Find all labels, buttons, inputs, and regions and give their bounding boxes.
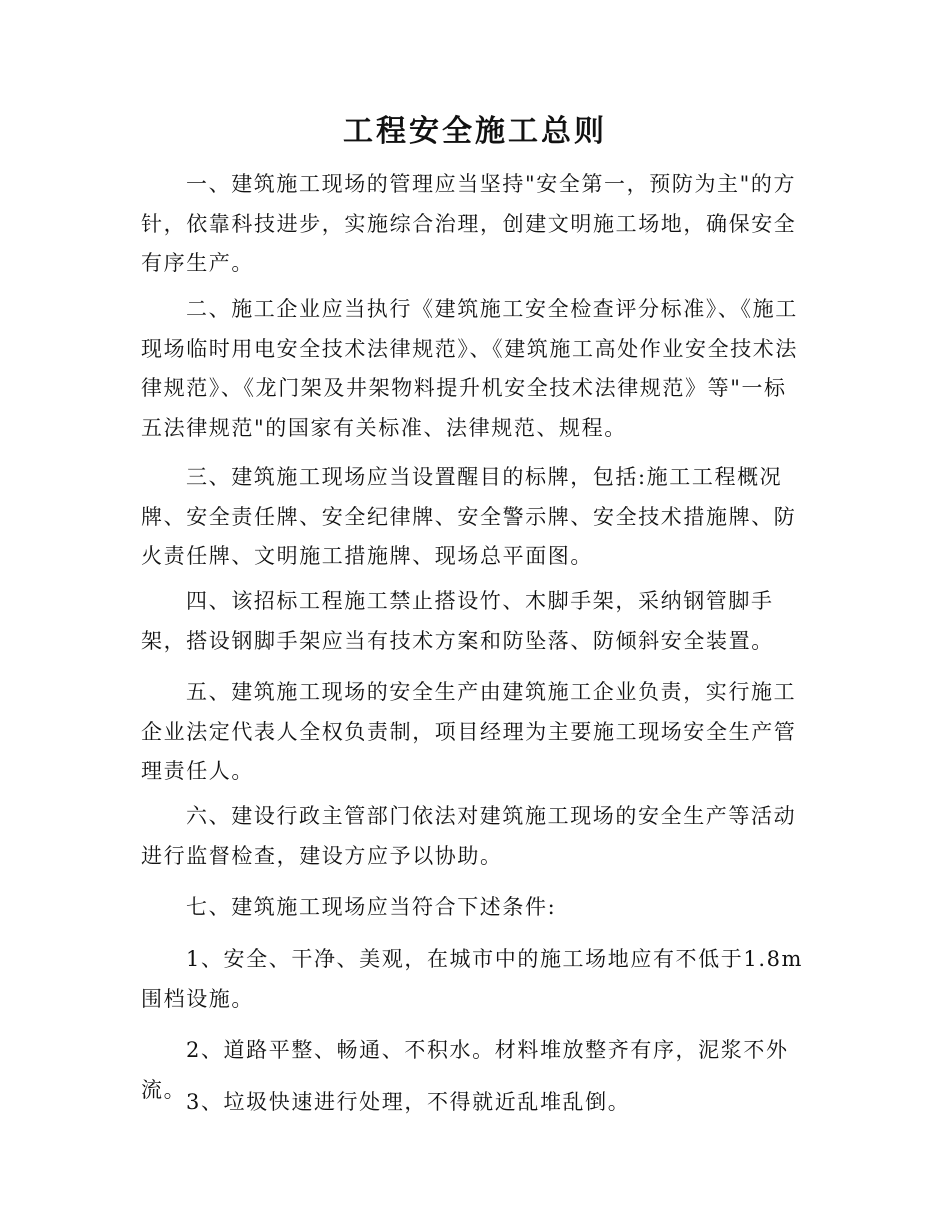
paragraph-2: 二、施工企业应当执行《建筑施工安全检查评分标准》、《施工现场临时用电安全技术法律规范》、《建筑施工高处作业安全技术法律规范》、《龙门架及井架物料提升机安全技术法律规范》等"一标五法律规范"的国家有关标准、法律规范、规程。 [141,297,798,440]
paragraph-5: 五、建筑施工现场的安全生产由建筑施工企业负责，实行施工企业法定代表人全权负责制，项目经理为主要施工现场安全生产管理责任人。 [141,680,797,783]
paragraph-3: 三、建筑施工现场应当设置醒目的标牌，包括:施工工程概况牌、安全责任牌、安全纪律牌、安全警示牌、安全技术措施牌、防火责任牌、文明施工措施牌、现场总平面图。 [141,465,797,568]
paragraph-9: 2、道路平整、畅通、不积水。材料堆放整齐有序，泥浆不外流。 [141,1038,789,1102]
paragraph-4: 四、该招标工程施工禁止搭设竹、木脚手架，采纳钢管脚手架，搭设钢脚手架应当有技术方案和防坠落、防倾斜安全装置。 [141,589,774,653]
paragraph-1: 一、建筑施工现场的管理应当坚持"安全第一，预防为主"的方针，依靠科技进步，实施综合治理，创建文明施工场地，确保安全有序生产。 [141,172,797,275]
document-title: 工程安全施工总则 [343,114,607,149]
paragraph-8: 1、安全、干净、美观，在城市中的施工场地应有不低于1.8m围档设施。 [141,947,804,1011]
paragraph-10: 3、垃圾快速进行处理，不得就近乱堆乱倒。 [186,1090,631,1114]
paragraph-6: 六、建设行政主管部门依法对建筑施工现场的安全生产等活动进行监督检查，建设方应予以协助。 [141,804,797,868]
paragraph-7: 七、建筑施工现场应当符合下述条件: [186,895,557,919]
